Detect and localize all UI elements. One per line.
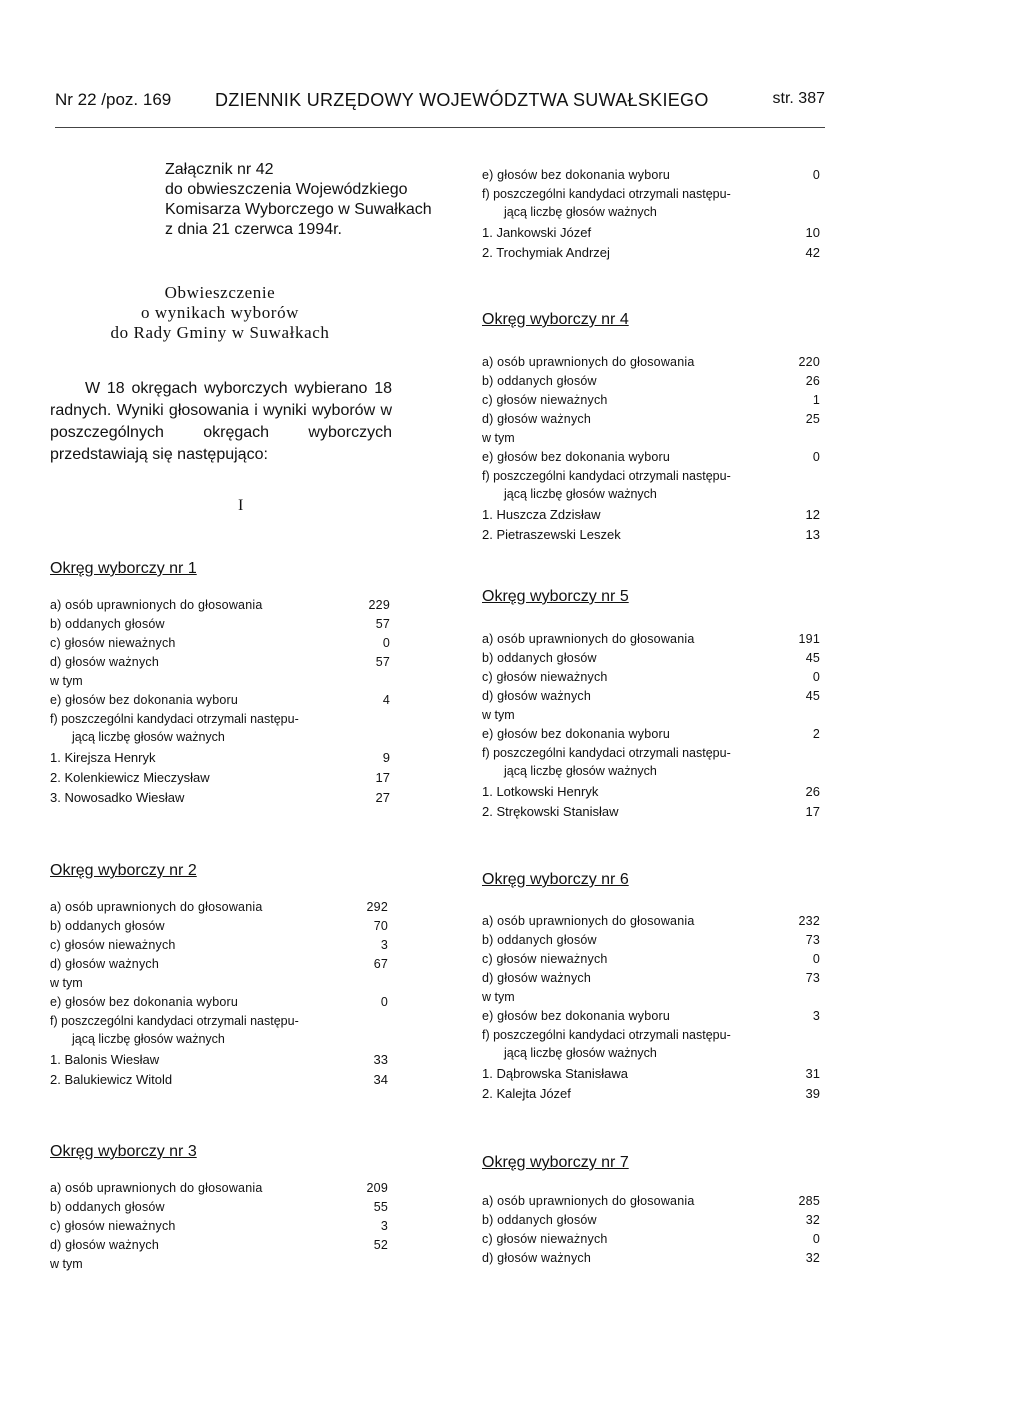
row-value: 45 xyxy=(805,651,820,665)
row-value: 0 xyxy=(812,1232,820,1246)
district-3 xyxy=(50,1143,388,1276)
candidate-row xyxy=(482,527,820,547)
row-label: b) oddanych głosów xyxy=(482,933,597,947)
row-label: a) osób uprawnionych do głosowania xyxy=(50,900,263,914)
row-label: c) głosów nieważnych xyxy=(482,393,608,407)
candidates-intro-cont: jącą liczbę głosów ważnych xyxy=(504,1046,657,1060)
candidate-votes: 10 xyxy=(805,225,820,240)
row-label: d) głosów ważnych xyxy=(482,1251,592,1265)
candidate-row xyxy=(50,770,390,790)
row-value: 3 xyxy=(380,1219,388,1233)
no-choice-row xyxy=(482,168,820,187)
candidates-intro: f) poszczególni kandydaci otrzymali następu- xyxy=(482,469,731,483)
candidate-row xyxy=(50,1072,388,1092)
row-value: 32 xyxy=(805,1251,820,1265)
valid-votes-row xyxy=(50,655,390,674)
eligible-voters-row xyxy=(482,355,820,374)
section-number: I xyxy=(238,497,244,514)
candidate-list xyxy=(50,1052,388,1092)
row-label: d) głosów ważnych xyxy=(50,655,160,669)
votes-cast-row xyxy=(50,919,388,938)
candidate-name: 3. Nowosadko Wiesław xyxy=(50,790,185,805)
candidate-name: 2. Kolenkiewicz Mieczysław xyxy=(50,770,210,785)
annex-line: Załącznik nr 42 xyxy=(165,161,274,178)
row-value: 0 xyxy=(812,952,820,966)
row-value: 32 xyxy=(805,1213,820,1227)
row-label: d) głosów ważnych xyxy=(482,971,592,985)
candidate-votes: 31 xyxy=(805,1066,820,1081)
invalid-votes-row xyxy=(50,1219,388,1238)
candidate-name: 2. Strękowski Stanisław xyxy=(482,804,619,819)
row-value: 0 xyxy=(380,995,388,1009)
candidates-intro-cont: jącą liczbę głosów ważnych xyxy=(72,1032,225,1046)
header-rule xyxy=(55,127,825,128)
valid-votes-row xyxy=(482,971,820,990)
candidate-name: 2. Pietraszewski Leszek xyxy=(482,527,621,542)
candidate-row xyxy=(482,225,820,245)
row-label: a) osób uprawnionych do głosowania xyxy=(50,1181,263,1195)
candidate-votes: 26 xyxy=(805,784,820,799)
candidate-name: 1. Jankowski Józef xyxy=(482,225,592,240)
of-which-label: w tym xyxy=(482,990,515,1004)
row-label: a) osób uprawnionych do głosowania xyxy=(482,914,695,928)
candidate-votes: 9 xyxy=(382,750,390,765)
candidates-intro: f) poszczególni kandydaci otrzymali następu- xyxy=(482,187,731,201)
intro-paragraph xyxy=(50,378,392,466)
candidate-row xyxy=(50,750,390,770)
row-label: e) głosów bez dokonania wyboru xyxy=(50,693,239,707)
row-value: 0 xyxy=(812,670,820,684)
row-value: 4 xyxy=(382,693,390,707)
votes-cast-row xyxy=(50,617,390,636)
of-which-label: w tym xyxy=(482,708,515,722)
row-label: c) głosów nieważnych xyxy=(50,636,176,650)
row-value: 2 xyxy=(812,727,820,741)
eligible-voters-row xyxy=(50,900,388,919)
row-label: e) głosów bez dokonania wyboru xyxy=(482,727,671,741)
invalid-votes-row xyxy=(482,393,820,412)
votes-cast-row xyxy=(482,1213,820,1232)
candidate-name: 1. Dąbrowska Stanisława xyxy=(482,1066,628,1081)
row-label: d) głosów ważnych xyxy=(482,689,592,703)
row-label: b) oddanych głosów xyxy=(50,617,165,631)
district-heading: Okręg wyborczy nr 2 xyxy=(50,862,197,879)
row-label: d) głosów ważnych xyxy=(50,1238,160,1252)
row-label: e) głosów bez dokonania wyboru xyxy=(482,168,671,182)
row-label: b) oddanych głosów xyxy=(50,1200,165,1214)
candidates-intro: f) poszczególni kandydaci otrzymali następu- xyxy=(482,746,731,760)
issue-number: Nr 22 /poz. 169 xyxy=(55,90,172,109)
invalid-votes-row xyxy=(50,938,388,957)
row-value: 73 xyxy=(805,933,820,947)
row-value: 70 xyxy=(373,919,388,933)
row-label: c) głosów nieważnych xyxy=(50,1219,176,1233)
row-value: 55 xyxy=(373,1200,388,1214)
candidate-row xyxy=(482,245,820,265)
valid-votes-row xyxy=(50,1238,388,1257)
candidate-name: 1. Huszcza Zdzisław xyxy=(482,507,601,522)
annex-note xyxy=(165,160,432,240)
announcement-line: o wynikach wyborów xyxy=(140,303,300,322)
candidate-name: 1. Kirejsza Henryk xyxy=(50,750,156,765)
district-heading: Okręg wyborczy nr 5 xyxy=(482,588,629,605)
district-5 xyxy=(482,588,820,824)
row-value: 1 xyxy=(812,393,820,407)
of-which-label: w tym xyxy=(482,431,515,445)
eligible-voters-row xyxy=(482,914,820,933)
annex-line: z dnia 21 czerwca 1994r. xyxy=(165,221,342,238)
row-label: e) głosów bez dokonania wyboru xyxy=(482,450,671,464)
candidates-intro-cont: jącą liczbę głosów ważnych xyxy=(504,764,657,778)
row-value: 45 xyxy=(805,689,820,703)
annex-line: Komisarza Wyborczego w Suwałkach xyxy=(165,201,432,218)
district-heading: Okręg wyborczy nr 4 xyxy=(482,311,629,328)
row-label: b) oddanych głosów xyxy=(482,651,597,665)
invalid-votes-row xyxy=(482,1232,820,1251)
district-heading: Okręg wyborczy nr 6 xyxy=(482,871,629,888)
valid-votes-row xyxy=(50,957,388,976)
row-label: b) oddanych głosów xyxy=(482,1213,597,1227)
row-value: 3 xyxy=(380,938,388,952)
row-value: 73 xyxy=(805,971,820,985)
annex-line: do obwieszczenia Wojewódzkiego xyxy=(165,181,408,198)
of-which-label: w tym xyxy=(50,1257,83,1271)
district-4 xyxy=(482,311,820,547)
row-label: a) osób uprawnionych do głosowania xyxy=(50,598,263,612)
district-1 xyxy=(50,560,390,810)
votes-cast-row xyxy=(482,933,820,952)
row-value: 292 xyxy=(366,900,388,914)
votes-cast-row xyxy=(50,1200,388,1219)
candidate-votes: 17 xyxy=(805,804,820,819)
candidate-row xyxy=(482,1086,820,1106)
valid-votes-row xyxy=(482,689,820,708)
row-value: 209 xyxy=(366,1181,388,1195)
row-value: 25 xyxy=(805,412,820,426)
announcement-line: do Rady Gminy w Suwałkach xyxy=(110,323,330,342)
no-choice-row xyxy=(50,693,390,712)
candidate-row xyxy=(50,790,390,810)
district-heading: Okręg wyborczy nr 3 xyxy=(50,1143,197,1160)
row-label: a) osób uprawnionych do głosowania xyxy=(482,1194,695,1208)
row-label: c) głosów nieważnych xyxy=(50,938,176,952)
row-label: a) osób uprawnionych do głosowania xyxy=(482,632,695,646)
valid-votes-row xyxy=(482,412,820,431)
candidate-name: 2. Kalejta Józef xyxy=(482,1086,571,1101)
row-value: 0 xyxy=(812,450,820,464)
row-value: 57 xyxy=(375,655,390,669)
of-which-label: w tym xyxy=(50,674,83,688)
eligible-voters-row xyxy=(482,1194,820,1213)
row-value: 52 xyxy=(373,1238,388,1252)
row-label: c) głosów nieważnych xyxy=(482,952,608,966)
no-choice-row xyxy=(50,995,388,1014)
invalid-votes-row xyxy=(482,670,820,689)
candidate-votes: 12 xyxy=(805,507,820,522)
row-label: e) głosów bez dokonania wyboru xyxy=(482,1009,671,1023)
row-value: 0 xyxy=(812,168,820,182)
candidate-name: 1. Lotkowski Henryk xyxy=(482,784,599,799)
row-label: a) osób uprawnionych do głosowania xyxy=(482,355,695,369)
candidate-name: 2. Balukiewicz Witold xyxy=(50,1072,173,1087)
row-value: 57 xyxy=(375,617,390,631)
of-which-label: w tym xyxy=(50,976,83,990)
row-label: d) głosów ważnych xyxy=(50,957,160,971)
candidate-votes: 17 xyxy=(375,770,390,785)
intro-text: W 18 okręgach wyborczych wybierano 18 radnych. Wyniki głosowania i wyniki wyborów w poszczególnych okręgach wyborczych przedstawiają się następująco: xyxy=(50,380,392,463)
candidate-row xyxy=(50,1052,388,1072)
candidate-votes: 27 xyxy=(375,790,390,805)
row-value: 285 xyxy=(798,1194,820,1208)
candidates-intro: f) poszczególni kandydaci otrzymali następu- xyxy=(50,712,299,726)
candidate-votes: 39 xyxy=(805,1086,820,1101)
eligible-voters-row xyxy=(50,1181,388,1200)
row-label: d) głosów ważnych xyxy=(482,412,592,426)
district-2 xyxy=(50,862,388,1092)
district-7 xyxy=(482,1154,820,1270)
votes-cast-row xyxy=(482,374,820,393)
announcement-title xyxy=(50,283,390,343)
row-value: 67 xyxy=(373,957,388,971)
row-value: 220 xyxy=(798,355,820,369)
candidate-list xyxy=(482,1066,820,1106)
invalid-votes-row xyxy=(50,636,390,655)
candidates-intro-cont: jącą liczbę głosów ważnych xyxy=(504,487,657,501)
row-value: 229 xyxy=(368,598,390,612)
row-label: e) głosów bez dokonania wyboru xyxy=(50,995,239,1009)
candidate-row xyxy=(482,784,820,804)
no-choice-row xyxy=(482,727,820,746)
candidate-list xyxy=(482,507,820,547)
candidate-name: 2. Trochymiak Andrzej xyxy=(482,245,610,260)
page-header xyxy=(55,90,825,116)
candidate-row xyxy=(482,804,820,824)
eligible-voters-row xyxy=(50,598,390,617)
row-value: 232 xyxy=(798,914,820,928)
journal-title: DZIENNIK URZĘDOWY WOJEWÓDZTWA SUWAŁSKIEGO xyxy=(215,90,709,110)
candidate-row xyxy=(482,1066,820,1086)
row-label: c) głosów nieważnych xyxy=(482,1232,608,1246)
district-heading: Okręg wyborczy nr 7 xyxy=(482,1154,629,1171)
candidates-intro-cont: jącą liczbę głosów ważnych xyxy=(504,205,657,219)
row-label: b) oddanych głosów xyxy=(50,919,165,933)
candidate-list xyxy=(482,225,820,265)
district-heading: Okręg wyborczy nr 1 xyxy=(50,560,197,577)
valid-votes-row xyxy=(482,1251,820,1270)
row-label: c) głosów nieważnych xyxy=(482,670,608,684)
district-6 xyxy=(482,871,820,1106)
candidate-votes: 33 xyxy=(373,1052,388,1067)
no-choice-row xyxy=(482,450,820,469)
announcement-line: Obwieszczenie xyxy=(164,283,276,302)
candidates-intro: f) poszczególni kandydaci otrzymali następu- xyxy=(482,1028,731,1042)
candidates-intro: f) poszczególni kandydaci otrzymali następu- xyxy=(50,1014,299,1028)
candidate-votes: 13 xyxy=(805,527,820,542)
eligible-voters-row xyxy=(482,632,820,651)
invalid-votes-row xyxy=(482,952,820,971)
candidate-votes: 34 xyxy=(373,1072,388,1087)
row-value: 3 xyxy=(812,1009,820,1023)
row-value: 0 xyxy=(382,636,390,650)
candidate-name: 1. Balonis Wiesław xyxy=(50,1052,160,1067)
no-choice-row xyxy=(482,1009,820,1028)
candidate-list xyxy=(482,784,820,824)
row-value: 191 xyxy=(798,632,820,646)
page-number: str. 387 xyxy=(772,90,825,107)
row-value: 26 xyxy=(805,374,820,388)
candidate-row xyxy=(482,507,820,527)
candidate-votes: 42 xyxy=(805,245,820,260)
district-3-continued xyxy=(482,168,820,265)
votes-cast-row xyxy=(482,651,820,670)
candidate-list xyxy=(50,750,390,810)
candidates-intro-cont: jącą liczbę głosów ważnych xyxy=(72,730,225,744)
row-label: b) oddanych głosów xyxy=(482,374,597,388)
